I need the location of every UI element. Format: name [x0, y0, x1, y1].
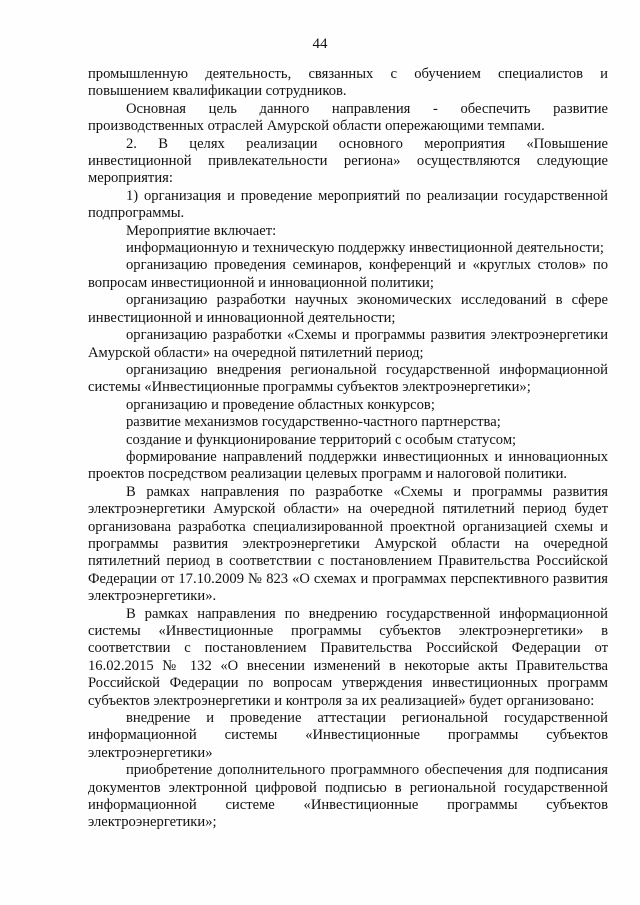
- paragraph: приобретение дополнительного программного обеспечения для подписания документов электронной цифровой подписью в региональной государственной информационной системе «Инвестиционные программы субъектов электроэнергетики»;: [88, 762, 608, 831]
- paragraph: информационную и техническую поддержку инвестиционной деятельности;: [126, 240, 604, 257]
- paragraph: организацию разработки научных экономических исследований в сфере инвестиционной и инновационной деятельности;: [88, 292, 608, 326]
- paragraph: организацию разработки «Схемы и программы развития электроэнергетики Амурской области» на очередной пятилетний период;: [88, 327, 608, 361]
- paragraph: создание и функционирование территорий с особым статусом;: [126, 431, 517, 448]
- paragraph: организацию и проведение областных конкурсов;: [126, 396, 435, 413]
- paragraph: В рамках направления по разработке «Схемы и программы развития электроэнергетики Амурской области» на очередной пятилетний период будет организована разработка специализированной проектной организацией схемы и программы развития электроэнергетики Амурской области на очередной пятилетний период в соответствии с постановлением Правительства Российской Федерации от 17.10.2009 № 823 «О схемах и программах перспективного развития электроэнергетики».: [88, 483, 608, 605]
- paragraph: 1) организация и проведение мероприятий по реализации государственной подпрограммы.: [88, 187, 608, 222]
- paragraph: формирование направлений поддержки инвестиционных и инновационных проектов посредством реализации целевых программ и налоговой политики.: [88, 448, 608, 483]
- paragraph: 2. В целях реализации основного мероприятия «Повышение инвестиционной привлекательности региона» осуществляются следующие мероприятия:: [88, 135, 608, 187]
- paragraph: развитие механизмов государственно-частного партнерства;: [126, 414, 501, 431]
- paragraph: Основная цель данного направления - обеспечить развитие производственных отраслей Амурской области опережающими темпами.: [88, 100, 608, 135]
- document-body: [88, 66, 608, 832]
- paragraph: организацию проведения семинаров, конференций и «круглых столов» по вопросам инвестиционной и инновационной политики;: [88, 257, 608, 291]
- paragraph: внедрение и проведение аттестации региональной государственной информационной системы «Инвестиционные программы субъектов электроэнергетики»: [88, 710, 608, 761]
- paragraph: промышленную деятельность, связанных с обучением специалистов и повышением квалификации сотрудников.: [88, 66, 608, 100]
- paragraph: организацию внедрения региональной государственной информационной системы «Инвестиционные программы субъектов электроэнергетики»;: [88, 361, 608, 396]
- page-number: 44: [312, 36, 328, 52]
- paragraph: В рамках направления по внедрению государственной информационной системы «Инвестиционные программы субъектов электроэнергетики» в соответствии с постановлением Правительства Российской Федерации от 16.02.2015 № 132 «О внесении изменений в некоторые акты Правительства Российской Федерации по вопросам утверждения инвестиционных программ субъектов электроэнергетики и контроля за их реализацией» будет организовано:: [88, 605, 608, 709]
- paragraph: Мероприятие включает:: [126, 222, 277, 239]
